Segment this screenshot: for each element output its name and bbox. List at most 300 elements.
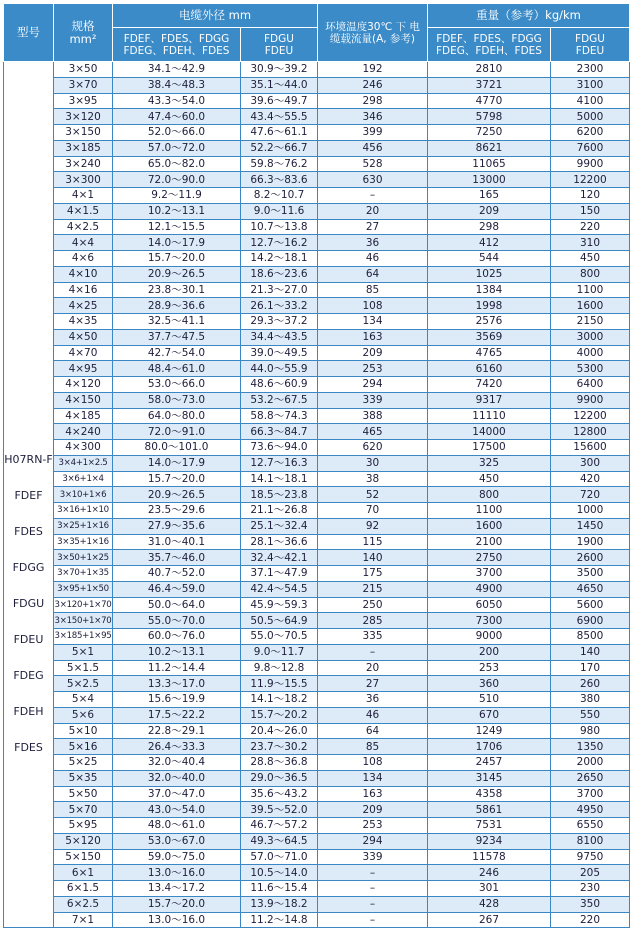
- cell-od-fdef: 58.0～73.0: [113, 392, 241, 408]
- cell-od-fdgu: 34.4～43.5: [241, 329, 318, 345]
- cell-od-fdgu: 44.0～55.9: [241, 361, 318, 377]
- table-row: [4, 896, 630, 912]
- cell-current: 163: [318, 329, 428, 345]
- table-row: [4, 550, 630, 566]
- cell-od-fdef: 27.9～35.6: [113, 518, 241, 534]
- cell-od-fdgu: 42.4～54.5: [241, 581, 318, 597]
- cell-weight-fdef: 2457: [428, 755, 551, 771]
- cell-spec: 5×120: [54, 833, 113, 849]
- cell-od-fdef: 80.0～101.0: [113, 440, 241, 456]
- table-row: [4, 912, 630, 928]
- cell-current: 70: [318, 503, 428, 519]
- cell-weight-fdef: 3145: [428, 770, 551, 786]
- cell-current: 20: [318, 660, 428, 676]
- cell-od-fdef: 46.4～59.0: [113, 581, 241, 597]
- cell-spec: 4×300: [54, 440, 113, 456]
- cell-spec: 5×6: [54, 707, 113, 723]
- cell-spec: 3×185: [54, 140, 113, 156]
- table-row: [4, 93, 630, 109]
- cell-spec: 4×16: [54, 282, 113, 298]
- cell-od-fdgu: 14.1～18.1: [241, 471, 318, 487]
- cell-weight-fdgu: 450: [551, 251, 630, 267]
- cell-spec: 4×150: [54, 392, 113, 408]
- cell-weight-fdef: 1100: [428, 503, 551, 519]
- cell-weight-fdef: 301: [428, 881, 551, 897]
- cell-current: 465: [318, 424, 428, 440]
- cell-od-fdgu: 18.5～23.8: [241, 487, 318, 503]
- cell-weight-fdgu: 2000: [551, 755, 630, 771]
- table-row: [4, 282, 630, 298]
- cell-od-fdgu: 12.7～16.2: [241, 235, 318, 251]
- cell-weight-fdef: 11110: [428, 408, 551, 424]
- cell-spec: 4×240: [54, 424, 113, 440]
- header-spec-unit: mm²: [69, 31, 97, 46]
- cell-od-fdgu: 73.6～94.0: [241, 440, 318, 456]
- cell-od-fdef: 72.0～91.0: [113, 424, 241, 440]
- cell-spec: 5×70: [54, 802, 113, 818]
- cell-od-fdgu: 28.1～36.6: [241, 534, 318, 550]
- cell-weight-fdef: 246: [428, 865, 551, 881]
- table-row: [4, 172, 630, 188]
- cell-current: 335: [318, 629, 428, 645]
- cell-current: 630: [318, 172, 428, 188]
- header-current-capacity: 环境温度30℃ 下 电缆载流量(A, 参考): [318, 4, 428, 62]
- cell-od-fdef: 42.7～54.0: [113, 345, 241, 361]
- table-row: [4, 818, 630, 834]
- cell-od-fdgu: 10.5～14.0: [241, 865, 318, 881]
- cell-current: 38: [318, 471, 428, 487]
- cell-current: 46: [318, 707, 428, 723]
- cell-spec: 5×35: [54, 770, 113, 786]
- cell-od-fdgu: 32.4～42.1: [241, 550, 318, 566]
- cell-weight-fdgu: 550: [551, 707, 630, 723]
- cell-weight-fdef: 11065: [428, 156, 551, 172]
- cell-current: 85: [318, 282, 428, 298]
- cell-spec: 5×1: [54, 644, 113, 660]
- cell-od-fdgu: 15.7～20.2: [241, 707, 318, 723]
- cell-weight-fdef: 7531: [428, 818, 551, 834]
- cell-weight-fdef: 17500: [428, 440, 551, 456]
- table-row: [4, 723, 630, 739]
- cell-current: 456: [318, 140, 428, 156]
- cell-weight-fdgu: 15600: [551, 440, 630, 456]
- cell-weight-fdgu: 9900: [551, 392, 630, 408]
- cell-spec: 5×10: [54, 723, 113, 739]
- table-row: [4, 471, 630, 487]
- cell-spec: 5×1.5: [54, 660, 113, 676]
- cell-weight-fdef: 5798: [428, 109, 551, 125]
- cell-spec: 3×50: [54, 62, 113, 78]
- cell-weight-fdgu: 380: [551, 692, 630, 708]
- cell-od-fdef: 65.0～82.0: [113, 156, 241, 172]
- cell-weight-fdef: 544: [428, 251, 551, 267]
- table-row: [4, 266, 630, 282]
- table-row: [4, 424, 630, 440]
- cell-spec: 3×120: [54, 109, 113, 125]
- cell-weight-fdef: 298: [428, 219, 551, 235]
- cell-weight-fdgu: 350: [551, 896, 630, 912]
- cell-weight-fdgu: 2600: [551, 550, 630, 566]
- cell-current: 250: [318, 597, 428, 613]
- cell-od-fdef: 14.0～17.9: [113, 455, 241, 471]
- cell-od-fdef: 11.2～14.4: [113, 660, 241, 676]
- cell-current: 285: [318, 613, 428, 629]
- cell-spec: 5×25: [54, 755, 113, 771]
- model-label: FDGG: [12, 560, 45, 574]
- cell-weight-fdef: 1249: [428, 723, 551, 739]
- table-row: [4, 833, 630, 849]
- cell-current: –: [318, 188, 428, 204]
- cell-od-fdgu: 57.0～71.0: [241, 849, 318, 865]
- cell-weight-fdef: 1600: [428, 518, 551, 534]
- cell-od-fdgu: 9.0～11.7: [241, 644, 318, 660]
- cell-weight-fdgu: 2150: [551, 314, 630, 330]
- table-row: [4, 392, 630, 408]
- cell-od-fdef: 34.1～42.9: [113, 62, 241, 78]
- header-od-fdgu-group: FDGU FDEU: [241, 28, 318, 62]
- cell-od-fdgu: 35.6～43.2: [241, 786, 318, 802]
- table-row: [4, 739, 630, 755]
- cell-od-fdef: 57.0～72.0: [113, 140, 241, 156]
- cell-od-fdef: 20.9～26.5: [113, 487, 241, 503]
- cell-od-fdef: 37.7～47.5: [113, 329, 241, 345]
- cell-weight-fdef: 1384: [428, 282, 551, 298]
- cell-weight-fdgu: 420: [551, 471, 630, 487]
- table-row: [4, 487, 630, 503]
- cell-spec: 4×2.5: [54, 219, 113, 235]
- cell-current: 134: [318, 770, 428, 786]
- table-row: [4, 644, 630, 660]
- cell-od-fdef: 15.6～19.9: [113, 692, 241, 708]
- cell-current: 346: [318, 109, 428, 125]
- cell-spec: 4×1: [54, 188, 113, 204]
- cell-od-fdgu: 9.8～12.8: [241, 660, 318, 676]
- cell-current: 115: [318, 534, 428, 550]
- cell-weight-fdef: 7300: [428, 613, 551, 629]
- cell-current: 140: [318, 550, 428, 566]
- cell-current: 64: [318, 266, 428, 282]
- table-row: [4, 597, 630, 613]
- cell-spec: 6×2.5: [54, 896, 113, 912]
- cell-weight-fdef: 670: [428, 707, 551, 723]
- header-spec: [54, 4, 113, 62]
- table-row: [4, 156, 630, 172]
- cell-od-fdef: 43.0～54.0: [113, 802, 241, 818]
- cell-current: 253: [318, 361, 428, 377]
- cell-weight-fdef: 2810: [428, 62, 551, 78]
- cell-od-fdef: 23.8～30.1: [113, 282, 241, 298]
- cell-od-fdgu: 55.0～70.5: [241, 629, 318, 645]
- table-row: [4, 125, 630, 141]
- cell-weight-fdef: 9234: [428, 833, 551, 849]
- cell-current: 46: [318, 251, 428, 267]
- cell-od-fdgu: 26.1～33.2: [241, 298, 318, 314]
- cell-weight-fdgu: 1000: [551, 503, 630, 519]
- cell-od-fdef: 28.9～36.6: [113, 298, 241, 314]
- cell-spec: 3×16+1×10: [54, 503, 113, 519]
- cell-weight-fdef: 3721: [428, 77, 551, 93]
- cell-spec: 3×95+1×50: [54, 581, 113, 597]
- table-row: [4, 534, 630, 550]
- table-row: [4, 566, 630, 582]
- table-row: [4, 613, 630, 629]
- table-row: [4, 865, 630, 881]
- cell-weight-fdgu: 800: [551, 266, 630, 282]
- cell-spec: 7×1: [54, 912, 113, 928]
- cell-weight-fdef: 510: [428, 692, 551, 708]
- cell-od-fdef: 35.7～46.0: [113, 550, 241, 566]
- cell-spec: 4×25: [54, 298, 113, 314]
- model-label: FDEF: [14, 488, 43, 502]
- table-row: [4, 408, 630, 424]
- cell-od-fdef: 59.0～75.0: [113, 849, 241, 865]
- cell-weight-fdef: 7420: [428, 377, 551, 393]
- header-weight-fdgu-group: FDGU FDEU: [551, 28, 630, 62]
- cell-od-fdef: 13.4～17.2: [113, 881, 241, 897]
- cell-current: 215: [318, 581, 428, 597]
- cell-od-fdef: 13.3～17.0: [113, 676, 241, 692]
- cell-od-fdgu: 11.2～14.8: [241, 912, 318, 928]
- cell-weight-fdgu: 9750: [551, 849, 630, 865]
- cell-weight-fdef: 9317: [428, 392, 551, 408]
- cell-od-fdef: 15.7～20.0: [113, 471, 241, 487]
- cell-od-fdef: 55.0～70.0: [113, 613, 241, 629]
- model-label: FDES: [14, 524, 43, 538]
- cell-weight-fdef: 9000: [428, 629, 551, 645]
- cell-weight-fdef: 3700: [428, 566, 551, 582]
- table-row: [4, 770, 630, 786]
- cell-current: 36: [318, 692, 428, 708]
- cell-weight-fdef: 1025: [428, 266, 551, 282]
- cell-od-fdgu: 25.1～32.4: [241, 518, 318, 534]
- header-outer-diameter: 电缆外径 mm: [113, 4, 318, 28]
- cell-weight-fdgu: 980: [551, 723, 630, 739]
- cell-weight-fdef: 165: [428, 188, 551, 204]
- cell-current: 294: [318, 377, 428, 393]
- cell-current: –: [318, 881, 428, 897]
- cell-od-fdef: 32.0～40.4: [113, 755, 241, 771]
- cell-current: 253: [318, 818, 428, 834]
- cell-weight-fdgu: 8100: [551, 833, 630, 849]
- cell-od-fdef: 13.0～16.0: [113, 912, 241, 928]
- table-row: [4, 581, 630, 597]
- cell-weight-fdgu: 300: [551, 455, 630, 471]
- cell-weight-fdgu: 5300: [551, 361, 630, 377]
- cell-spec: 3×6+1×4: [54, 471, 113, 487]
- cell-weight-fdgu: 120: [551, 188, 630, 204]
- cell-spec: 6×1: [54, 865, 113, 881]
- cell-weight-fdef: 11578: [428, 849, 551, 865]
- cell-spec: 3×4+1×2.5: [54, 455, 113, 471]
- cell-weight-fdgu: 4950: [551, 802, 630, 818]
- cell-od-fdef: 48.4～61.0: [113, 361, 241, 377]
- cell-od-fdgu: 43.4～55.5: [241, 109, 318, 125]
- cell-spec: 5×50: [54, 786, 113, 802]
- cell-weight-fdgu: 8500: [551, 629, 630, 645]
- cell-weight-fdef: 6160: [428, 361, 551, 377]
- cell-weight-fdgu: 4650: [551, 581, 630, 597]
- cell-weight-fdef: 4900: [428, 581, 551, 597]
- cell-spec: 3×150: [54, 125, 113, 141]
- cell-od-fdef: 43.3～54.0: [113, 93, 241, 109]
- cell-od-fdef: 52.0～66.0: [113, 125, 241, 141]
- cell-weight-fdef: 267: [428, 912, 551, 928]
- table-row: [4, 219, 630, 235]
- cell-od-fdef: 14.0～17.9: [113, 235, 241, 251]
- cell-od-fdgu: 47.6～61.1: [241, 125, 318, 141]
- cable-spec-table: [3, 3, 630, 928]
- cell-weight-fdgu: 3500: [551, 566, 630, 582]
- header-model: 型号: [4, 4, 54, 62]
- model-label: FDEG: [13, 668, 44, 682]
- cell-weight-fdgu: 220: [551, 219, 630, 235]
- table-row: [4, 518, 630, 534]
- cell-od-fdef: 23.5～29.6: [113, 503, 241, 519]
- table-row: [4, 455, 630, 471]
- cell-weight-fdef: 1998: [428, 298, 551, 314]
- cell-weight-fdef: 7250: [428, 125, 551, 141]
- cell-od-fdef: 31.0～40.1: [113, 534, 241, 550]
- cell-od-fdef: 26.4～33.3: [113, 739, 241, 755]
- cell-od-fdef: 40.7～52.0: [113, 566, 241, 582]
- cell-od-fdef: 20.9～26.5: [113, 266, 241, 282]
- cell-spec: 5×2.5: [54, 676, 113, 692]
- cell-weight-fdef: 450: [428, 471, 551, 487]
- cell-od-fdef: 15.7～20.0: [113, 896, 241, 912]
- cell-od-fdgu: 20.4～26.0: [241, 723, 318, 739]
- cell-od-fdgu: 11.6～15.4: [241, 881, 318, 897]
- cell-weight-fdgu: 4100: [551, 93, 630, 109]
- cell-od-fdgu: 10.7～13.8: [241, 219, 318, 235]
- table-row: [4, 361, 630, 377]
- cell-spec: 4×185: [54, 408, 113, 424]
- table-row: [4, 707, 630, 723]
- cell-spec: 3×70: [54, 77, 113, 93]
- cell-od-fdgu: 21.1～26.8: [241, 503, 318, 519]
- cell-current: 163: [318, 786, 428, 802]
- cell-od-fdef: 32.5～41.1: [113, 314, 241, 330]
- cell-weight-fdgu: 5000: [551, 109, 630, 125]
- table-row: [4, 329, 630, 345]
- cell-weight-fdgu: 2650: [551, 770, 630, 786]
- cell-od-fdef: 60.0～76.0: [113, 629, 241, 645]
- cell-od-fdef: 13.0～16.0: [113, 865, 241, 881]
- cell-current: 92: [318, 518, 428, 534]
- cell-weight-fdef: 4765: [428, 345, 551, 361]
- cell-weight-fdgu: 310: [551, 235, 630, 251]
- cell-current: 246: [318, 77, 428, 93]
- cell-weight-fdgu: 1600: [551, 298, 630, 314]
- model-label: FDES: [14, 740, 43, 754]
- cell-current: 27: [318, 676, 428, 692]
- model-label: FDEH: [13, 704, 44, 718]
- cell-od-fdgu: 66.3～84.7: [241, 424, 318, 440]
- cell-weight-fdgu: 720: [551, 487, 630, 503]
- cell-weight-fdgu: 1450: [551, 518, 630, 534]
- cell-weight-fdgu: 7600: [551, 140, 630, 156]
- table-row: [4, 188, 630, 204]
- cell-od-fdgu: 66.3～83.6: [241, 172, 318, 188]
- cell-od-fdef: 17.5～22.2: [113, 707, 241, 723]
- cell-spec: 4×6: [54, 251, 113, 267]
- cell-spec: 3×25+1×16: [54, 518, 113, 534]
- cell-weight-fdef: 800: [428, 487, 551, 503]
- cell-weight-fdgu: 5600: [551, 597, 630, 613]
- table-row: [4, 629, 630, 645]
- cell-weight-fdgu: 12200: [551, 408, 630, 424]
- cell-od-fdef: 37.0～47.0: [113, 786, 241, 802]
- cell-spec: 3×35+1×16: [54, 534, 113, 550]
- cell-od-fdef: 50.0～64.0: [113, 597, 241, 613]
- header-spec-label: 规格: [71, 18, 95, 33]
- table-row: [4, 755, 630, 771]
- cell-spec: 5×150: [54, 849, 113, 865]
- cell-od-fdgu: 29.3～37.2: [241, 314, 318, 330]
- table-row: [4, 660, 630, 676]
- cell-spec: 3×50+1×25: [54, 550, 113, 566]
- cell-weight-fdef: 209: [428, 203, 551, 219]
- table-row: [4, 140, 630, 156]
- cell-weight-fdgu: 6900: [551, 613, 630, 629]
- table-row: [4, 881, 630, 897]
- table-row: [4, 203, 630, 219]
- table-row: [4, 692, 630, 708]
- cell-od-fdef: 72.0～90.0: [113, 172, 241, 188]
- cell-current: 36: [318, 235, 428, 251]
- cell-weight-fdgu: 230: [551, 881, 630, 897]
- cell-weight-fdgu: 2300: [551, 62, 630, 78]
- cell-od-fdgu: 8.2～10.7: [241, 188, 318, 204]
- cell-weight-fdgu: 170: [551, 660, 630, 676]
- cell-weight-fdef: 412: [428, 235, 551, 251]
- cell-spec: 4×35: [54, 314, 113, 330]
- cell-current: 298: [318, 93, 428, 109]
- cell-od-fdef: 10.2～13.1: [113, 644, 241, 660]
- cell-od-fdgu: 11.9～15.5: [241, 676, 318, 692]
- cell-current: –: [318, 896, 428, 912]
- cell-od-fdgu: 45.9～59.3: [241, 597, 318, 613]
- cell-weight-fdgu: 6400: [551, 377, 630, 393]
- cell-od-fdgu: 49.3～64.5: [241, 833, 318, 849]
- cell-od-fdgu: 35.1～44.0: [241, 77, 318, 93]
- cell-spec: 3×70+1×35: [54, 566, 113, 582]
- cell-od-fdgu: 48.6～60.9: [241, 377, 318, 393]
- cell-current: –: [318, 912, 428, 928]
- cell-od-fdgu: 52.2～66.7: [241, 140, 318, 156]
- cell-od-fdef: 12.1～15.5: [113, 219, 241, 235]
- cell-od-fdgu: 13.9～18.2: [241, 896, 318, 912]
- cell-current: 294: [318, 833, 428, 849]
- cell-od-fdgu: 14.2～18.1: [241, 251, 318, 267]
- cell-current: 209: [318, 345, 428, 361]
- cell-weight-fdef: 13000: [428, 172, 551, 188]
- cell-spec: 4×1.5: [54, 203, 113, 219]
- cell-od-fdef: 48.0～61.0: [113, 818, 241, 834]
- cell-weight-fdef: 2576: [428, 314, 551, 330]
- cell-od-fdef: 38.4～48.3: [113, 77, 241, 93]
- cell-weight-fdgu: 3000: [551, 329, 630, 345]
- cell-weight-fdgu: 1100: [551, 282, 630, 298]
- cell-spec: 3×240: [54, 156, 113, 172]
- cell-od-fdef: 15.7～20.0: [113, 251, 241, 267]
- cell-od-fdef: 47.4～60.0: [113, 109, 241, 125]
- cell-weight-fdgu: 205: [551, 865, 630, 881]
- cell-current: 339: [318, 392, 428, 408]
- cell-weight-fdgu: 1900: [551, 534, 630, 550]
- cell-current: 64: [318, 723, 428, 739]
- cell-current: 192: [318, 62, 428, 78]
- table-row: [4, 251, 630, 267]
